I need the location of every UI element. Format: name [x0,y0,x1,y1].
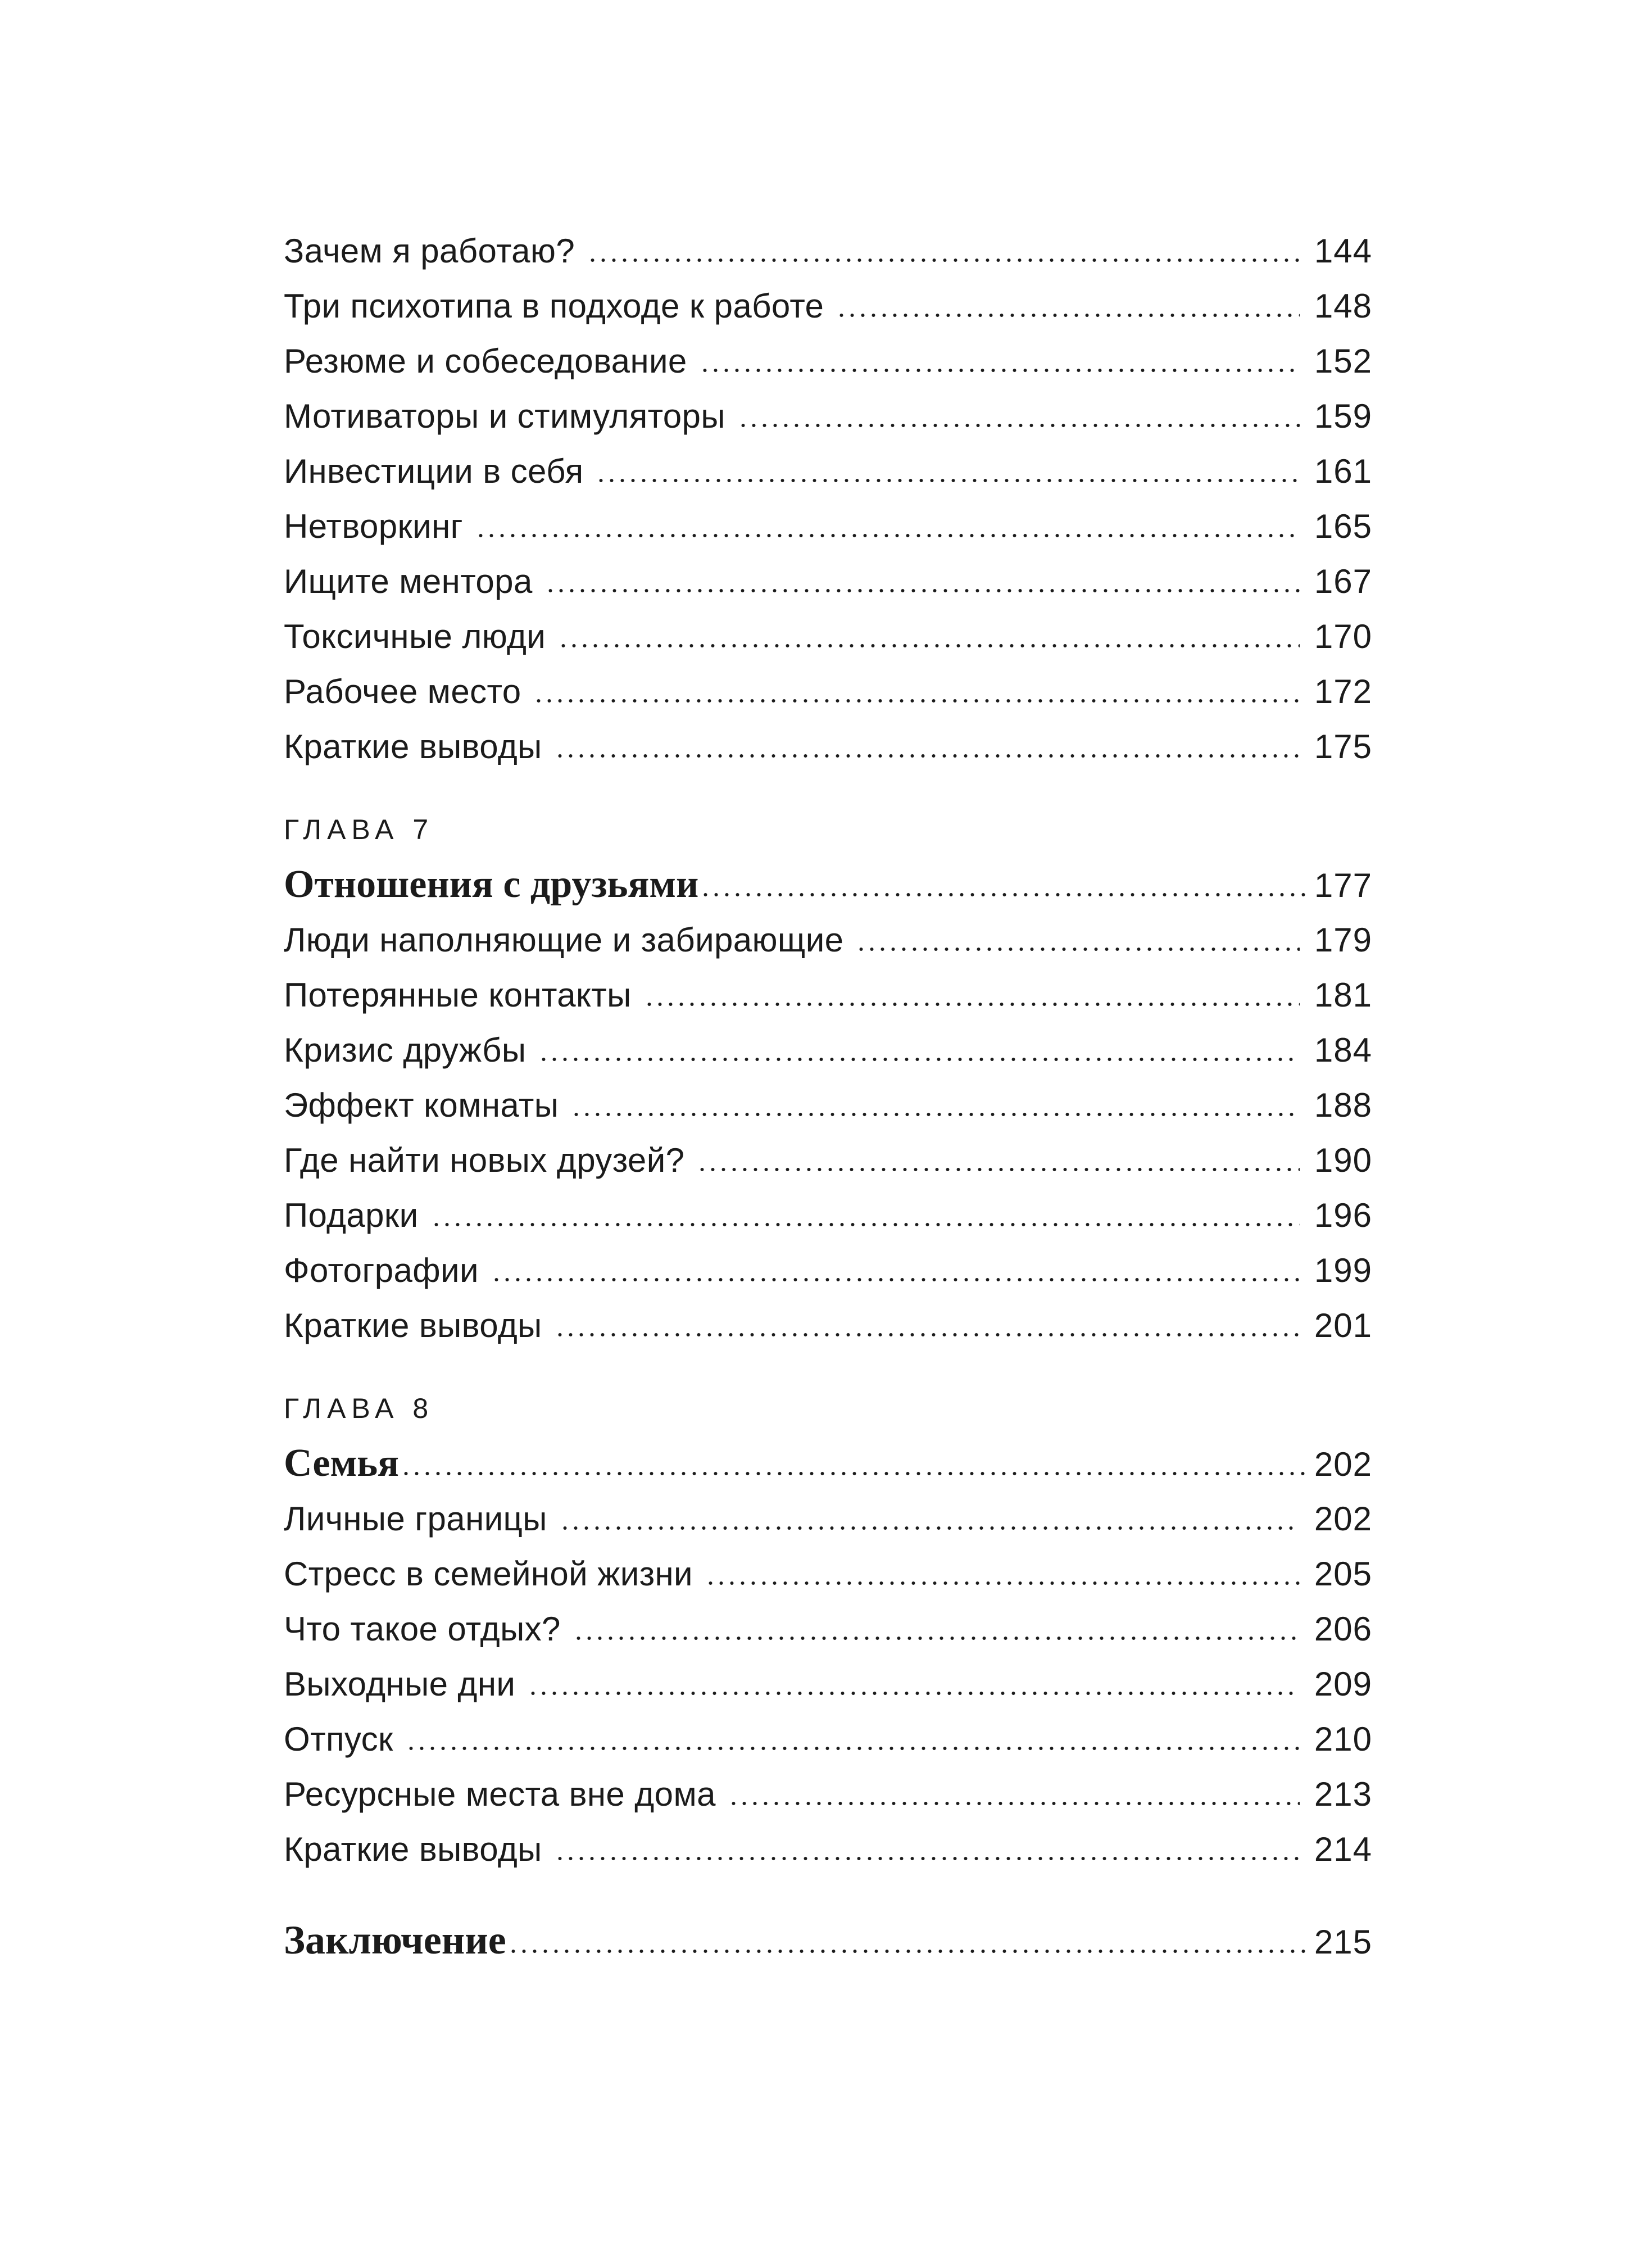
dot-leader [555,1856,1300,1861]
dot-leader [836,313,1300,318]
toc-entry-row [284,1547,1372,1602]
dot-leader [705,1581,1300,1585]
toc-entry-row [284,719,1372,774]
toc-entry-page: 181 [1314,976,1372,1014]
toc-entry-page: 188 [1314,1086,1372,1124]
dot-leader [545,588,1300,593]
dot-leader [555,1333,1300,1337]
toc-entry-row [284,389,1372,444]
dot-leader [728,1801,1300,1806]
toc-entry-title: Выходные дни [284,1665,516,1703]
dot-leader [571,1112,1300,1117]
toc-entry-page: 201 [1314,1307,1372,1344]
toc-entry-row [284,1188,1372,1243]
toc-entry-page: 209 [1314,1665,1372,1703]
toc-entry-title: Подарки [284,1196,419,1234]
dot-leader [508,1949,1310,1954]
dot-leader [528,1691,1300,1696]
toc-entry-title: Эффект комнаты [284,1086,559,1124]
dot-leader [538,1057,1299,1062]
toc-entry-page: 179 [1314,921,1372,959]
toc-entry-title: Нетворкинг [284,507,463,545]
toc-entry-title: Краткие выводы [284,1830,542,1868]
toc-entry-page: 206 [1314,1610,1372,1648]
toc-entry-title: Где найти новых друзей? [284,1141,685,1179]
toc-entry-row [284,609,1372,664]
toc-entry-row [284,1767,1372,1822]
chapter-page-number: 202 [1314,1445,1372,1483]
toc-entry-page: 184 [1314,1031,1372,1069]
toc-entry-row [284,1822,1372,1877]
toc-entry-page: 202 [1314,1500,1372,1538]
toc-entry-row [284,1657,1372,1712]
toc-entry-page: 144 [1314,232,1372,270]
toc-entry-title: Краткие выводы [284,728,542,765]
toc-entry-page: 172 [1314,673,1372,710]
conclusion-page-number: 215 [1314,1923,1372,1961]
dot-leader [491,1277,1300,1282]
toc-entry-row [284,554,1372,609]
dot-leader [406,1746,1300,1751]
dot-leader [401,1471,1310,1476]
toc-entry-row [284,334,1372,389]
dot-leader [697,1167,1300,1172]
chapter-label: ГЛАВА 7 [284,814,434,845]
toc-entry-page: 196 [1314,1196,1372,1234]
toc-entry-row [284,499,1372,554]
chapter-title: Отношения с друзьями [284,863,699,906]
dot-leader [533,699,1299,703]
toc-entry-title: Стресс в семейной жизни [284,1555,693,1593]
toc-entry-page: 190 [1314,1141,1372,1179]
toc-entry-row [284,1023,1372,1078]
toc-entry-row [284,1712,1372,1767]
chapter-title: Семья [284,1442,400,1485]
chapter-page-number: 177 [1314,867,1372,904]
toc-entry-page: 205 [1314,1555,1372,1593]
toc-entry-page: 170 [1314,618,1372,655]
toc-entry-title: Краткие выводы [284,1307,542,1344]
toc-entry-row [284,1133,1372,1188]
dot-leader [738,423,1300,428]
chapter-label: ГЛАВА 8 [284,1393,434,1424]
toc-entry-row [284,1298,1372,1353]
toc-entry-title: Зачем я работаю? [284,232,575,270]
toc-entry-row [284,444,1372,499]
toc-entry-page: 175 [1314,728,1372,765]
toc-entry-title: Резюме и собеседование [284,342,687,380]
toc-entry-row [284,224,1372,279]
toc-entry-row [284,1243,1372,1298]
toc-entry-page: 165 [1314,507,1372,545]
toc-entry-row [284,279,1372,334]
table-of-contents [284,224,1372,1969]
dot-leader [856,947,1300,951]
dot-leader [596,478,1299,483]
toc-entry-title: Мотиваторы и стимуляторы [284,397,725,435]
toc-entry-page: 214 [1314,1830,1372,1868]
toc-entry-title: Потерянные контакты [284,976,632,1014]
toc-entry-page: 199 [1314,1252,1372,1289]
dot-leader [573,1636,1300,1640]
toc-entry-title: Отпуск [284,1720,393,1758]
toc-entry-title: Фотографии [284,1252,479,1289]
dot-leader [560,1526,1300,1530]
chapter-title-row [284,1435,1372,1492]
dot-leader [700,368,1300,373]
toc-entry-page: 161 [1314,452,1372,490]
dot-leader [700,892,1310,897]
toc-entry-title: Кризис дружбы [284,1031,527,1069]
conclusion-title: Заключение [284,1918,506,1963]
toc-entry-title: Люди наполняющие и забирающие [284,921,844,959]
toc-entry-row [284,968,1372,1023]
toc-entry-row [284,1492,1372,1547]
chapter-label-row [284,803,1372,856]
dot-leader [644,1002,1300,1007]
toc-entry-row [284,1078,1372,1133]
toc-entry-page: 167 [1314,563,1372,600]
toc-entry-page: 159 [1314,397,1372,435]
toc-entry-row [284,1602,1372,1657]
dot-leader [558,643,1300,648]
dot-leader [587,258,1300,262]
toc-entry-page: 213 [1314,1775,1372,1813]
toc-entry-title: Рабочее место [284,673,521,710]
toc-entry-title: Личные границы [284,1500,547,1538]
toc-entry-page: 152 [1314,342,1372,380]
dot-leader [555,754,1300,758]
toc-entry-title: Ресурсные места вне дома [284,1775,716,1813]
chapter-title-row [284,856,1372,913]
toc-entry-page: 148 [1314,287,1372,325]
dot-leader [475,533,1300,538]
toc-entry-row [284,913,1372,968]
chapter-label-row [284,1381,1372,1435]
toc-entry-row [284,664,1372,719]
toc-entry-title: Токсичные люди [284,618,546,655]
toc-entry-title: Что такое отдых? [284,1610,561,1648]
dot-leader [431,1222,1300,1227]
toc-entry-title: Три психотипа в подходе к работе [284,287,824,325]
toc-entry-page: 210 [1314,1720,1372,1758]
conclusion-row [284,1911,1372,1969]
toc-entry-title: Ищите ментора [284,563,533,600]
toc-entry-title: Инвестиции в себя [284,452,584,490]
